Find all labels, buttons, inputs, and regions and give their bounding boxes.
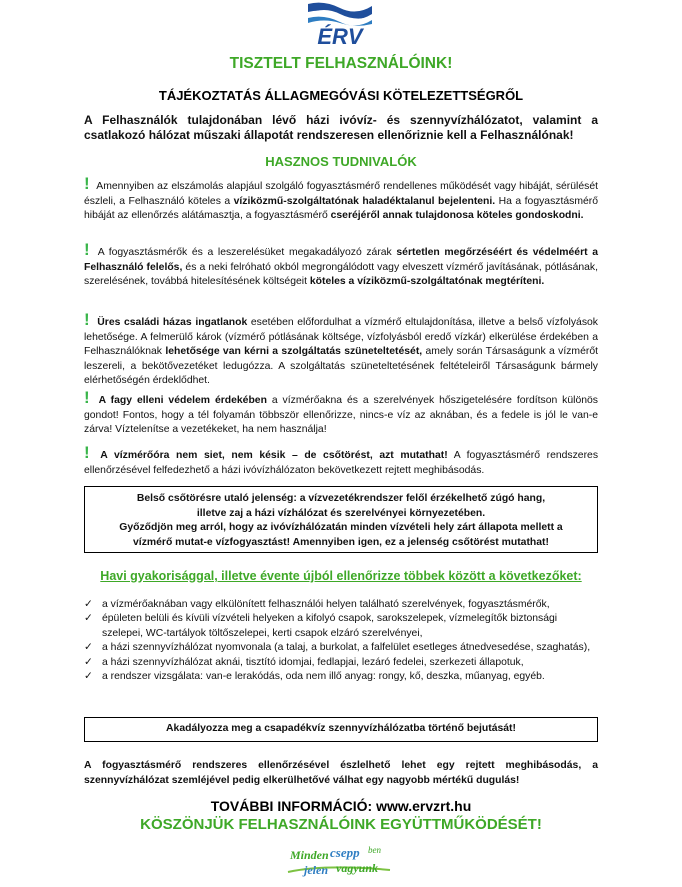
greeting-title: TISZTELT FELHASZNÁLÓINK! bbox=[229, 55, 453, 72]
info-item-2: ! A fogyasztásmérők és a leszerelésüket megakadályozó zárak sértetlen megőrzéséért és védelméért a Felhasználó felelős, és a neki felróható okból megrongálódott vagy elveszett vízmérő javításának, pótlásának, szerelésének, továbbá hitelesítésének költségeit köteles a víziközmű-szolgáltatónak megtéríteni. bbox=[84, 240, 598, 287]
thanks-title: KÖSZÖNJÜK FELHASZNÁLÓINK EGYÜTTMŰKÖDÉSÉT! bbox=[140, 816, 542, 833]
exclamation-icon: ! bbox=[84, 310, 90, 329]
list-item: ✓ épületen belüli és kívüli vízvételi helyeken a kifolyó csapok, sarokszelepek, vízmelegítők biztonsági szelepei, WC-tartályok töltőszelepei, kerti csapok elzáró szerelvényei, bbox=[84, 613, 558, 639]
checkmark-icon: ✓ bbox=[84, 671, 93, 683]
checkmark-icon: ✓ bbox=[84, 656, 93, 668]
list-item: ✓ a házi szennyvízhálózat aknái, tisztító idomjai, fedlapjai, lezáró fedelei, szerkezeti állapotuk, bbox=[84, 656, 598, 670]
exclamation-icon: ! bbox=[84, 443, 90, 462]
exclamation-icon: ! bbox=[84, 174, 90, 193]
slogan-logo bbox=[286, 842, 394, 882]
more-info-link[interactable]: TOVÁBBI INFORMÁCIÓ: www.ervzrt.hu bbox=[210, 798, 472, 814]
svg-text:csepp: csepp bbox=[330, 845, 360, 860]
rainwater-notice-box: Akadályozza meg a csapadékvíz szennyvízhálózatba történő bejutását! bbox=[84, 717, 598, 742]
checklist bbox=[84, 598, 598, 684]
checklist-title: Havi gyakorisággal, illetve évente újból ellenőrizze többek között a következőket: bbox=[100, 569, 582, 583]
logo-text: ÉRV bbox=[317, 24, 363, 46]
svg-text:vagyunk: vagyunk bbox=[336, 861, 378, 875]
checkmark-icon: ✓ bbox=[84, 642, 93, 654]
section-title: HASZNOS TUDNIVALÓK bbox=[265, 154, 417, 169]
notice-subtitle: TÁJÉKOZTATÁS ÁLLAGMEGÓVÁSI KÖTELEZETTSÉGRŐL bbox=[158, 88, 524, 103]
leak-warning-box: Belső csőtörésre utaló jelenség: a vízvezetékrendszer felől érzékelhető zúgó hang, illetve zaj a házi vízhálózat és szerelvényei környezetében. Győződjön meg arról, hogy az ivóvízhálózatán minden vízvételi hely zárt állapota mellett a vízmérő mutat-e vízfogyasztást! Amennyiben igen, ez a jelenség csőtörést mutathat! bbox=[84, 486, 598, 553]
info-item-5: ! A vízmérőóra nem siet, nem késik – de csőtörést, azt mutathat! A fogyasztásmérő rendszeres ellenőrzésével felfedezhető a házi ivóvízhálózaton bekövetkezett rejtett meghibásodás. bbox=[84, 443, 599, 476]
exclamation-icon: ! bbox=[84, 240, 90, 259]
svg-text:jelen: jelen bbox=[304, 863, 328, 877]
erv-logo bbox=[304, 2, 376, 46]
exclamation-icon: ! bbox=[84, 388, 90, 407]
checkmark-icon: ✓ bbox=[84, 613, 93, 625]
list-item: ✓ a vízmérőaknában vagy elkülönített felhasználói helyen található szerelvények, fogyasztásmérők, bbox=[84, 598, 598, 612]
closing-text: A fogyasztásmérő rendszeres ellenőrzésével észlelhető lehet egy rejtett meghibásodás, a szennyvízhálózat szemléjével pedig elkerülhetővé válhat egy nagyobb mértékű dugulás! bbox=[84, 760, 598, 786]
info-item-1: ! Amennyiben az elszámolás alapjául szolgáló fogyasztásmérő rendellenes működését vagy hibáját, sérülését észleli, a Felhasználó köteles a víziközmű-szolgáltatónak haladéktalanul bejelenteni. Ha a fogyasztásmérő hibáját az ellenőrzés alátámasztja, a fogyasztásmérő cseréjéről annak tulajdonosa köteles gondoskodni. bbox=[84, 174, 598, 221]
svg-text:ben: ben bbox=[368, 845, 381, 855]
info-item-3: ! Üres családi házas ingatlanok esetében előfordulhat a vízmérő eltulajdonítása, illetve a belső vízfolyások lehetősége. A felmerülő károk (vízmérő pótlásának költsége, vízfolyásból eredő vízkár) elkerülése érdekében a Felhasználóknak lehetősége van kérni a szolgáltatás szüneteltetését, amely során Társaságunk a vízmérőt leszereli, a bekötővezetéket ledugózza. A szolgáltatás szüneteltetésének feltételeiről Társaságunk bármely elérhetőségén érdeklődhet. bbox=[84, 310, 598, 386]
info-item-4: ! A fagy elleni védelem érdekében a vízmérőakna és a szerelvények hőszigetelésére fordítson különös gondot! Fontos, hogy a tél folyamán többször ellenőrizze, nincs-e víz az aknában, és a fedele is jól le van-e zárva! Víztelenítse a vezetékeket, ha nem használja! bbox=[84, 388, 598, 435]
intro-text: A Felhasználók tulajdonában lévő házi ivóvíz- és szennyvízhálózatot, valamint a csatlakozó hálózat műszaki állapotát rendszeresen ellenőriznie kell a Felhasználónak! bbox=[84, 113, 598, 142]
list-item: ✓ a rendszer vizsgálata: van-e lerakódás, oda nem illő anyag: rongy, kő, deszka, műanyag, egyéb. bbox=[84, 670, 598, 684]
svg-text:Minden: Minden bbox=[290, 848, 329, 862]
checkmark-icon: ✓ bbox=[84, 599, 93, 610]
list-item: ✓ a házi szennyvízhálózat nyomvonala (a talaj, a burkolat, a falfelület esetleges átnedvesedése, szaghatás), bbox=[84, 641, 598, 655]
